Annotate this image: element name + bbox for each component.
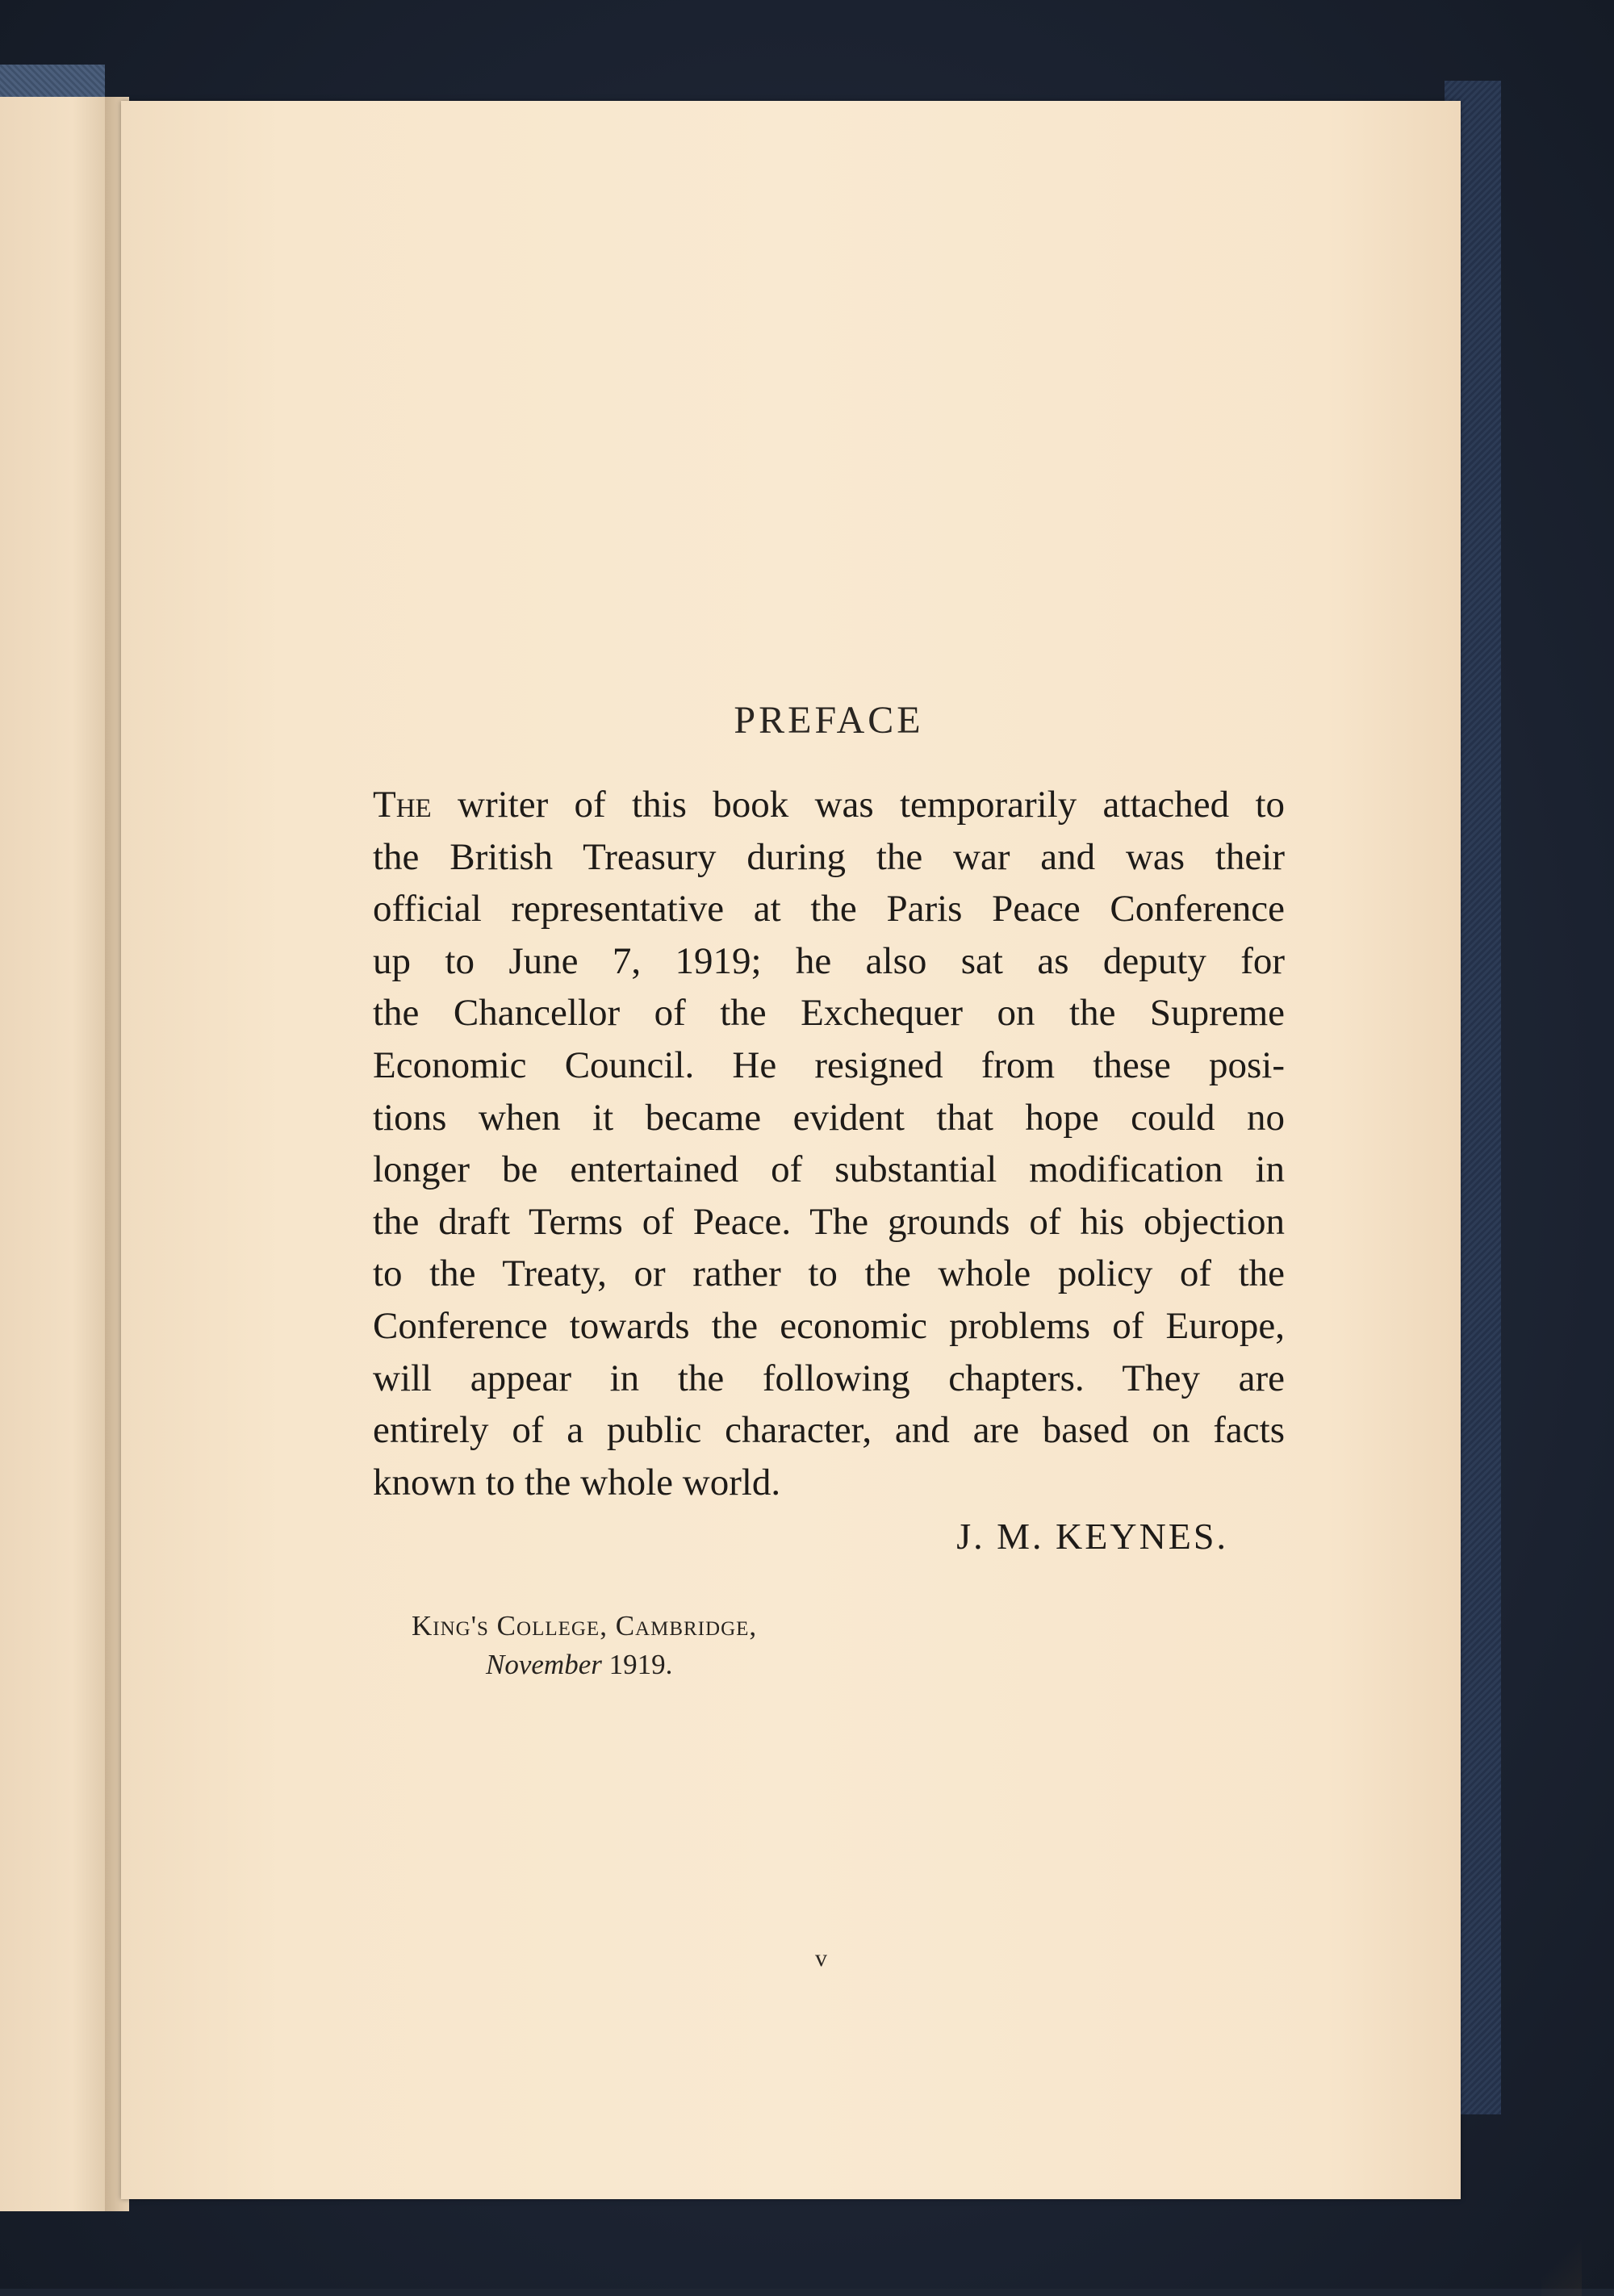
book-page (121, 101, 1461, 2199)
page-corner-wear (1541, 2215, 1582, 2296)
preface-line-text: writer of this book was temporarily attached to (431, 784, 1285, 826)
preface-first-word: The (373, 784, 432, 826)
preface-line (373, 779, 1285, 831)
date-line (486, 1649, 672, 1681)
preface-line: Conference towards the economic problems of Europe, (373, 1304, 1285, 1347)
place-line: King's College, Cambridge, (412, 1610, 758, 1641)
preface-line: up to June 7, 1919; he also sat as deputy for (373, 939, 1285, 982)
preface-line: official representative at the Paris Peace Conference (373, 888, 1285, 931)
left-page-edge (0, 97, 121, 2211)
preface-line: the Chancellor of the Exchequer on the Supreme (373, 992, 1285, 1035)
preface-line: to the Treaty, or rather to the whole policy of the (373, 1253, 1285, 1295)
preface-text-block (373, 699, 1285, 1508)
preface-line: tions when it became evident that hope could no (373, 1096, 1285, 1139)
preface-line: entirely of a public character, and are based on facts (373, 1409, 1285, 1452)
preface-line: known to the whole world. (373, 1461, 781, 1503)
preface-line: longer be entertained of substantial modification in (373, 1148, 1285, 1191)
preface-line: the draft Terms of Peace. The grounds of his objection (373, 1200, 1285, 1243)
date-year: 1919. (601, 1649, 673, 1680)
date-month: November (486, 1649, 602, 1680)
preface-title: PREFACE (734, 699, 924, 742)
preface-line: Economic Council. He resigned from these posi- (373, 1043, 1285, 1086)
author-signature: J. M. KEYNES. (956, 1516, 1228, 1557)
page-number: v (815, 1945, 827, 1972)
preface-line: will appear in the following chapters. They are (373, 1357, 1285, 1399)
preface-line: the British Treasury during the war and was their (373, 835, 1285, 878)
